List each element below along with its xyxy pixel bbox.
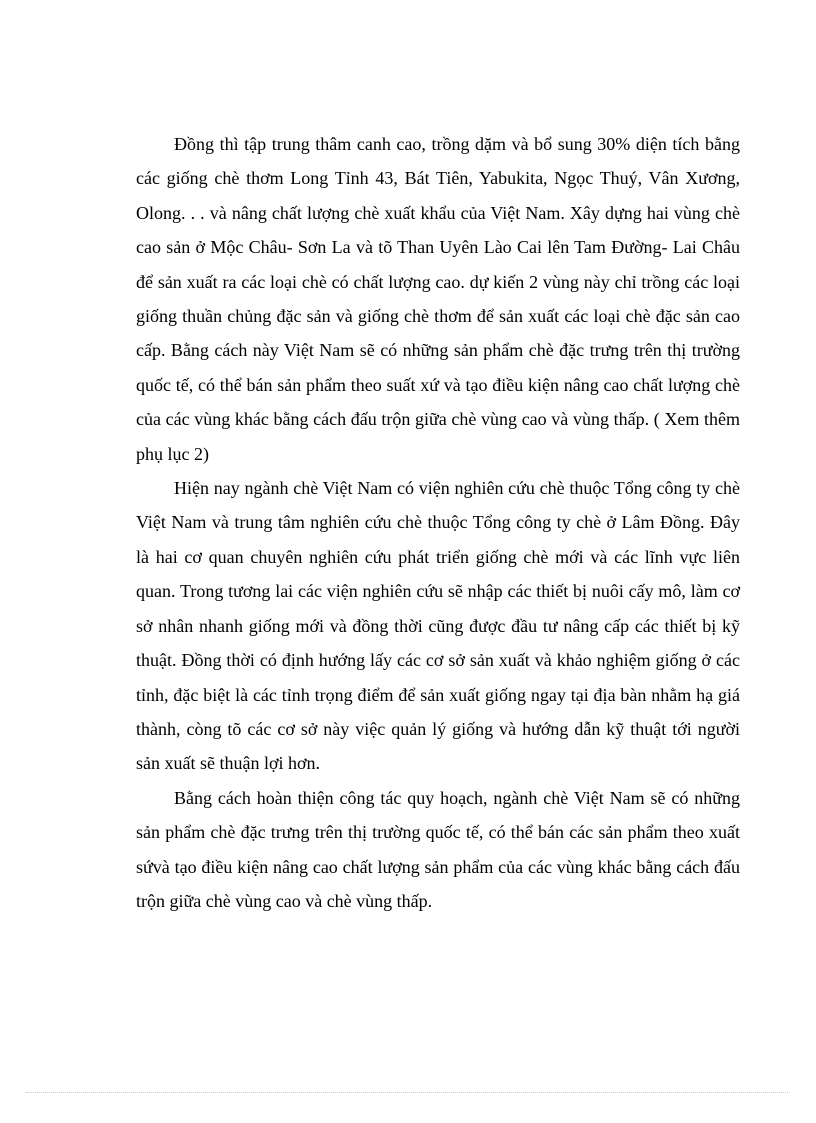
paragraph-3: Bằng cách hoàn thiện công tác quy hoạch, ngành chè Việt Nam sẽ có những sản phẩm chè đặc trưng trên thị trường quốc tế, có thể bán các sản phẩm theo xuất sứvà tạo điều kiện nâng cao chất lượng sản phẩm của các vùng khác bằng cách đấu trộn giữa chè vùng cao và chè vùng thấp. xyxy=(136,787,740,911)
paragraph-1: Đồng thì tập trung thâm canh cao, trồng dặm và bổ sung 30% diện tích bằng các giống chè thơm Long Tỉnh 43, Bát Tiên, Yabukita, Ngọc Thuý, Vân Xương, Olong. . . và nâng chất lượng chè xuất khẩu của Việt Nam. Xây dựng hai vùng chè cao sản ở Mộc Châu- Sơn La và tõ Than Uyên Lào Cai lên Tam Đường- Lai Châu để sản xuất ra các loại chè có chất lượng cao. dự kiến 2 vùng này chỉ trồng các loại giống thuần chủng đặc sản và giống chè thơm để sản xuất các loại chè đặc sản cao cấp. Bằng cách này Việt Nam sẽ có những sản phẩm chè đặc trưng trên thị trường quốc tế, có thể bán sản phẩm theo suất xứ và tạo điều kiện nâng cao chất lượng chè của các vùng khác bằng cách đấu trộn giữa chè vùng cao và vùng thấp. ( Xem thêm phụ lục 2) xyxy=(136,134,740,464)
body-text xyxy=(136,127,740,918)
paragraph-2: Hiện nay ngành chè Việt Nam có viện nghiên cứu chè thuộc Tổng công ty chè Việt Nam và trung tâm nghiên cứu chè thuộc Tổng công ty chè ở Lâm Đồng. Đây là hai cơ quan chuyên nghiên cứu phát triển giống chè mới và các lĩnh vực liên quan. Trong tương lai các viện nghiên cứu sẽ nhập các thiết bị nuôi cấy mô, làm cơ sở nhân nhanh giống mới và đồng thời cũng được đầu tư nâng cấp các thiết bị kỹ thuật. Đồng thời có định hướng lấy các cơ sở sản xuất và khảo nghiệm giống ở các tỉnh, đặc biệt là các tỉnh trọng điểm để sản xuất giống ngay tại địa bàn nhằm hạ giá thành, còng tõ các cơ sở này việc quản lý giống và hướng dẫn kỹ thuật tới người sản xuất sẽ thuận lợi hơn. xyxy=(136,478,740,774)
footer-divider xyxy=(26,1092,790,1093)
